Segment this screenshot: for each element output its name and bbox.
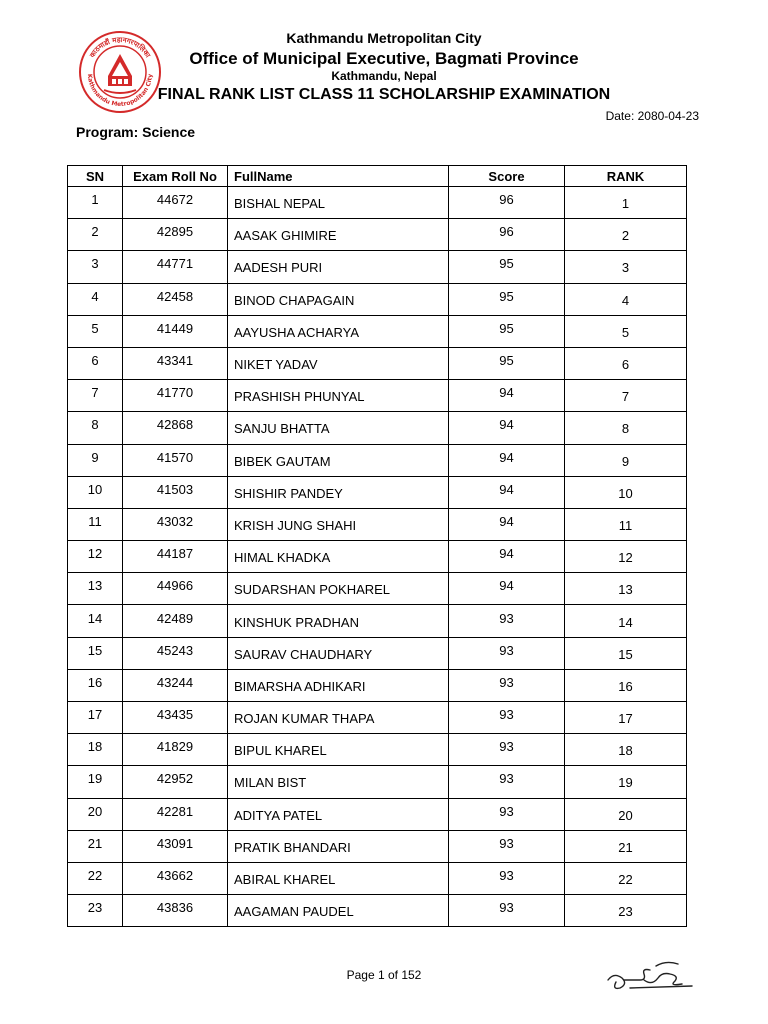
cell-sn — [68, 669, 123, 701]
cell-sn-text: 9 — [91, 449, 99, 465]
cell-roll-no-text: 43091 — [156, 835, 194, 851]
cell-full-name-text: HIMAL KHADKA — [234, 550, 331, 566]
cell-full-name — [228, 380, 449, 412]
cell-sn — [68, 766, 123, 798]
cell-roll-no-text: 43244 — [156, 674, 194, 690]
cell-sn — [68, 637, 123, 669]
cell-roll-no — [123, 734, 228, 766]
cell-roll-no — [123, 895, 228, 927]
column-header-score: Score — [449, 166, 565, 187]
table-row — [68, 187, 687, 219]
cell-rank — [565, 412, 687, 444]
cell-score — [449, 605, 565, 637]
cell-full-name-text: SAURAV CHAUDHARY — [234, 646, 373, 662]
cell-score-text: 94 — [499, 513, 514, 529]
cell-roll-no-text: 43662 — [156, 868, 194, 884]
cell-roll-no-text: 43836 — [156, 900, 194, 916]
cell-sn — [68, 798, 123, 830]
cell-roll-no — [123, 219, 228, 251]
cell-sn — [68, 219, 123, 251]
cell-full-name — [228, 508, 449, 540]
cell-rank — [565, 830, 687, 862]
cell-full-name-text: KINSHUK PRADHAN — [234, 614, 359, 630]
table-row — [68, 476, 687, 508]
cell-rank-text: 17 — [618, 711, 633, 727]
cell-sn-text: 13 — [87, 578, 103, 594]
cell-roll-no — [123, 541, 228, 573]
cell-roll-no — [123, 605, 228, 637]
cell-full-name — [228, 830, 449, 862]
cell-full-name-text: SHISHIR PANDEY — [234, 485, 343, 501]
table-row — [68, 862, 687, 894]
cell-full-name-text: ROJAN KUMAR THAPA — [234, 711, 375, 727]
table-row — [68, 412, 687, 444]
cell-roll-no — [123, 508, 228, 540]
table-row — [68, 798, 687, 830]
cell-rank-text: 12 — [618, 550, 633, 566]
cell-rank-text: 11 — [618, 517, 633, 533]
cell-sn — [68, 476, 123, 508]
cell-sn — [68, 508, 123, 540]
cell-sn-text: 15 — [87, 642, 103, 658]
cell-score-text: 94 — [499, 546, 514, 562]
cell-rank — [565, 347, 687, 379]
cell-score — [449, 830, 565, 862]
table-row — [68, 219, 687, 251]
cell-roll-no-text: 41449 — [156, 320, 194, 336]
cell-roll-no — [123, 476, 228, 508]
cell-score — [449, 541, 565, 573]
cell-score-text: 93 — [499, 900, 514, 916]
cell-rank — [565, 669, 687, 701]
table-row — [68, 605, 687, 637]
cell-rank — [565, 702, 687, 734]
table-row — [68, 895, 687, 927]
cell-score — [449, 412, 565, 444]
cell-score — [449, 187, 565, 219]
cell-full-name-text: PRASHISH PHUNYAL — [234, 389, 365, 405]
column-header-sn: SN — [68, 166, 123, 187]
location: Kathmandu, Nepal — [331, 69, 437, 83]
table-row — [68, 315, 687, 347]
table-row — [68, 283, 687, 315]
cell-full-name-text: BIBEK GAUTAM — [234, 453, 331, 469]
cell-full-name — [228, 412, 449, 444]
cell-full-name-text: SUDARSHAN POKHAREL — [234, 582, 391, 598]
cell-roll-no-text: 41829 — [156, 739, 194, 755]
table-row — [68, 541, 687, 573]
seal-text-bottom: Kathmandu Metropolitan City — [85, 73, 155, 109]
table-row — [68, 444, 687, 476]
cell-full-name — [228, 702, 449, 734]
cell-score — [449, 444, 565, 476]
cell-rank-text: 13 — [618, 582, 633, 598]
cell-rank — [565, 734, 687, 766]
program-label: Program: Science — [76, 124, 196, 140]
cell-rank-text: 19 — [618, 775, 633, 791]
cell-roll-no — [123, 412, 228, 444]
cell-sn — [68, 444, 123, 476]
cell-sn-text: 2 — [91, 224, 99, 240]
cell-sn-text: 5 — [91, 320, 99, 336]
office-name: Office of Municipal Executive, Bagmati Province — [189, 49, 579, 68]
cell-roll-no — [123, 830, 228, 862]
cell-sn-text: 6 — [91, 353, 99, 369]
cell-score — [449, 476, 565, 508]
cell-sn — [68, 541, 123, 573]
cell-rank — [565, 766, 687, 798]
cell-score — [449, 798, 565, 830]
cell-roll-no-text: 45243 — [156, 642, 194, 658]
cell-rank-text: 10 — [618, 485, 633, 501]
cell-full-name — [228, 734, 449, 766]
cell-rank — [565, 541, 687, 573]
cell-roll-no-text: 42458 — [156, 288, 194, 304]
cell-sn — [68, 380, 123, 412]
cell-score — [449, 766, 565, 798]
cell-score-text: 94 — [499, 385, 514, 401]
cell-full-name — [228, 669, 449, 701]
cell-rank-text: 16 — [618, 678, 633, 694]
column-header-roll: Exam Roll No — [123, 166, 228, 187]
cell-score-text: 95 — [499, 320, 514, 336]
cell-score — [449, 862, 565, 894]
cell-roll-no-text: 43341 — [156, 353, 194, 369]
cell-rank-text: 7 — [621, 389, 630, 405]
cell-sn-text: 16 — [87, 674, 103, 690]
cell-roll-no-text: 41570 — [156, 449, 194, 465]
cell-score-text: 94 — [499, 481, 514, 497]
cell-full-name-text: AADESH PURI — [234, 260, 323, 276]
cell-sn — [68, 412, 123, 444]
table-row — [68, 734, 687, 766]
cell-full-name-text: ABIRAL KHAREL — [234, 872, 336, 888]
table-row — [68, 830, 687, 862]
rank-table — [67, 165, 687, 927]
cell-score-text: 94 — [499, 449, 514, 465]
cell-full-name-text: PRATIK BHANDARI — [234, 839, 351, 855]
cell-sn-text: 8 — [91, 417, 99, 433]
cell-rank — [565, 476, 687, 508]
cell-full-name-text: BIPUL KHAREL — [234, 743, 327, 759]
cell-score — [449, 895, 565, 927]
cell-rank — [565, 187, 687, 219]
cell-score-text: 96 — [499, 192, 514, 208]
cell-full-name — [228, 766, 449, 798]
cell-sn-text: 20 — [87, 803, 103, 819]
column-header-name: FullName — [228, 166, 449, 187]
cell-roll-no — [123, 702, 228, 734]
column-header-rank: RANK — [565, 166, 687, 187]
cell-rank — [565, 798, 687, 830]
cell-score-text: 93 — [499, 771, 514, 787]
cell-full-name — [228, 219, 449, 251]
cell-roll-no — [123, 669, 228, 701]
table-row — [68, 669, 687, 701]
cell-roll-no-text: 41503 — [156, 481, 194, 497]
cell-rank — [565, 251, 687, 283]
cell-sn-text: 23 — [87, 900, 103, 916]
document-title: FINAL RANK LIST CLASS 11 SCHOLARSHIP EXAMINATION — [157, 86, 611, 103]
cell-sn — [68, 187, 123, 219]
cell-sn-text: 10 — [87, 481, 103, 497]
cell-roll-no-text: 42868 — [156, 417, 194, 433]
cell-score-text: 93 — [499, 803, 514, 819]
cell-score — [449, 637, 565, 669]
cell-full-name — [228, 798, 449, 830]
cell-roll-no-text: 42281 — [156, 803, 194, 819]
cell-full-name-text: BINOD CHAPAGAIN — [234, 292, 355, 308]
cell-rank-text: 9 — [621, 453, 630, 469]
cell-full-name — [228, 541, 449, 573]
cell-score-text: 95 — [499, 353, 514, 369]
cell-score — [449, 702, 565, 734]
cell-score — [449, 669, 565, 701]
cell-rank-text: 18 — [618, 743, 633, 759]
cell-sn — [68, 605, 123, 637]
cell-rank — [565, 315, 687, 347]
cell-full-name — [228, 187, 449, 219]
cell-sn-text: 22 — [87, 868, 103, 884]
cell-sn — [68, 895, 123, 927]
cell-score-text: 94 — [499, 578, 514, 594]
seal-text-top: काठमाडौं महानगरपालिका — [88, 35, 152, 60]
cell-full-name-text: ADITYA PATEL — [234, 807, 323, 823]
cell-score-text: 96 — [499, 224, 514, 240]
cell-score-text: 93 — [499, 674, 514, 690]
cell-score-text: 95 — [499, 288, 514, 304]
cell-full-name — [228, 605, 449, 637]
cell-roll-no — [123, 347, 228, 379]
signature — [600, 950, 700, 996]
table-header-row — [68, 166, 687, 187]
cell-roll-no — [123, 315, 228, 347]
cell-sn-text: 7 — [91, 385, 99, 401]
table-row — [68, 251, 687, 283]
cell-roll-no — [123, 766, 228, 798]
cell-rank-text: 14 — [618, 614, 633, 630]
cell-score — [449, 734, 565, 766]
cell-score-text: 93 — [499, 868, 514, 884]
table-row — [68, 766, 687, 798]
cell-rank — [565, 605, 687, 637]
cell-full-name-text: AASAK GHIMIRE — [234, 228, 337, 244]
cell-score — [449, 380, 565, 412]
cell-score-text: 93 — [499, 835, 514, 851]
cell-rank-text: 5 — [621, 324, 630, 340]
cell-rank-text: 15 — [618, 646, 633, 662]
cell-full-name-text: MILAN BIST — [234, 775, 307, 791]
cell-roll-no — [123, 573, 228, 605]
cell-sn — [68, 573, 123, 605]
cell-score — [449, 508, 565, 540]
cell-sn-text: 3 — [91, 256, 99, 272]
cell-sn-text: 14 — [87, 610, 103, 626]
cell-sn-text: 21 — [87, 835, 103, 851]
cell-full-name — [228, 862, 449, 894]
cell-full-name — [228, 251, 449, 283]
cell-full-name-text: SANJU BHATTA — [234, 421, 330, 437]
cell-roll-no-text: 42489 — [156, 610, 194, 626]
cell-full-name — [228, 283, 449, 315]
cell-roll-no-text: 44966 — [156, 578, 194, 594]
cell-rank — [565, 573, 687, 605]
cell-sn — [68, 830, 123, 862]
table-row — [68, 380, 687, 412]
cell-roll-no-text: 44187 — [156, 546, 194, 562]
cell-rank — [565, 508, 687, 540]
cell-sn — [68, 734, 123, 766]
cell-rank — [565, 444, 687, 476]
cell-score — [449, 315, 565, 347]
cell-roll-no — [123, 251, 228, 283]
cell-score — [449, 219, 565, 251]
cell-rank-text: 20 — [618, 807, 633, 823]
cell-full-name — [228, 347, 449, 379]
cell-full-name — [228, 637, 449, 669]
cell-rank — [565, 637, 687, 669]
cell-roll-no-text: 43435 — [156, 707, 194, 723]
cell-rank-text: 3 — [621, 260, 630, 276]
cell-full-name-text: BIMARSHA ADHIKARI — [234, 678, 366, 694]
cell-full-name-text: KRISH JUNG SHAHI — [234, 517, 357, 533]
cell-sn — [68, 702, 123, 734]
page-number: Page 1 of 152 — [346, 968, 422, 982]
cell-sn — [68, 251, 123, 283]
cell-sn — [68, 862, 123, 894]
cell-rank — [565, 219, 687, 251]
cell-rank-text: 4 — [621, 292, 630, 308]
cell-roll-no — [123, 380, 228, 412]
cell-sn-text: 19 — [87, 771, 103, 787]
cell-score-text: 93 — [499, 707, 514, 723]
cell-rank-text: 21 — [618, 839, 633, 855]
cell-rank-text: 8 — [621, 421, 630, 437]
date-label: Date: 2080-04-23 — [605, 109, 699, 123]
cell-sn-text: 12 — [87, 546, 103, 562]
table-row — [68, 508, 687, 540]
cell-roll-no-text: 43032 — [156, 513, 194, 529]
cell-sn-text: 11 — [88, 513, 102, 529]
cell-score — [449, 573, 565, 605]
table-row — [68, 573, 687, 605]
cell-full-name — [228, 476, 449, 508]
cell-sn — [68, 347, 123, 379]
cell-score-text: 93 — [499, 739, 514, 755]
cell-rank — [565, 895, 687, 927]
cell-score — [449, 283, 565, 315]
cell-roll-no-text: 42952 — [156, 771, 194, 787]
cell-rank-text: 22 — [618, 872, 633, 888]
cell-rank-text: 2 — [621, 228, 630, 244]
cell-rank — [565, 862, 687, 894]
cell-sn-text: 4 — [91, 288, 99, 304]
cell-sn — [68, 283, 123, 315]
cell-roll-no — [123, 187, 228, 219]
cell-score-text: 95 — [499, 256, 514, 272]
cell-score-text: 93 — [499, 642, 514, 658]
cell-score-text: 93 — [499, 610, 514, 626]
cell-roll-no — [123, 862, 228, 894]
cell-sn-text: 1 — [91, 192, 99, 208]
cell-score — [449, 347, 565, 379]
cell-full-name-text: AAGAMAN PAUDEL — [234, 904, 354, 920]
cell-roll-no-text: 42895 — [156, 224, 194, 240]
cell-rank-text: 6 — [621, 357, 630, 373]
cell-rank-text: 1 — [621, 196, 630, 212]
cell-sn-text: 17 — [87, 707, 103, 723]
cell-roll-no — [123, 637, 228, 669]
table-row — [68, 347, 687, 379]
cell-full-name-text: BISHAL NEPAL — [234, 196, 326, 212]
cell-roll-no — [123, 798, 228, 830]
table-row — [68, 702, 687, 734]
cell-full-name-text: NIKET YADAV — [234, 357, 318, 373]
cell-rank — [565, 380, 687, 412]
cell-full-name — [228, 573, 449, 605]
cell-score-text: 94 — [499, 417, 514, 433]
cell-sn — [68, 315, 123, 347]
cell-score — [449, 251, 565, 283]
cell-roll-no — [123, 444, 228, 476]
cell-full-name — [228, 895, 449, 927]
cell-rank — [565, 283, 687, 315]
cell-full-name — [228, 444, 449, 476]
cell-full-name-text: AAYUSHA ACHARYA — [234, 324, 359, 340]
cell-rank-text: 23 — [618, 904, 633, 920]
city-name: Kathmandu Metropolitan City — [286, 30, 482, 46]
cell-roll-no — [123, 283, 228, 315]
cell-roll-no-text: 41770 — [156, 385, 194, 401]
cell-full-name — [228, 315, 449, 347]
cell-sn-text: 18 — [87, 739, 103, 755]
cell-roll-no-text: 44771 — [156, 256, 194, 272]
cell-roll-no-text: 44672 — [156, 192, 194, 208]
table-row — [68, 637, 687, 669]
